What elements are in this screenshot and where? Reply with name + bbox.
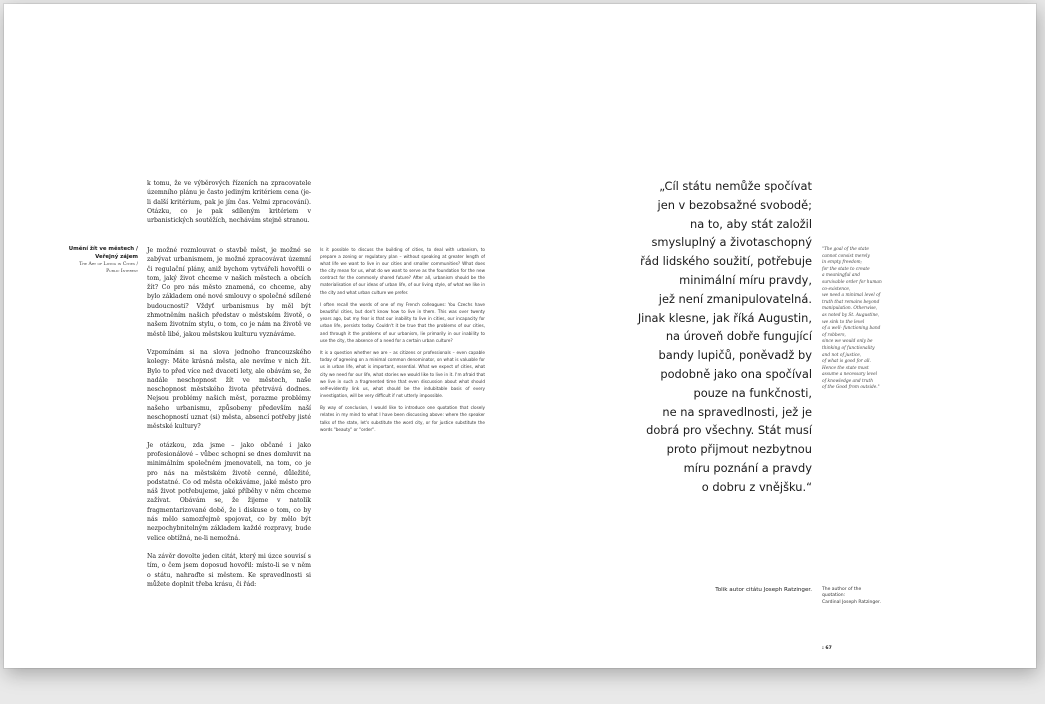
english-paragraph: By way of conclusion, I would like to introduce one quotation that closely relates in my mind to what I have been discussing above: where the speaker talks of the state, let's substitute the word city, or for justice substitute the words "beauty" or "order". <box>320 405 485 432</box>
section-title-en-2: Public Interest <box>106 268 138 274</box>
quote-en-line: since we would only be <box>822 339 873 345</box>
quotation-cz <box>594 177 812 497</box>
section-heading <box>56 246 138 275</box>
quote-line: jež není zmanipulovatelná. <box>658 291 812 306</box>
quote-en-line: a meaningful and <box>822 273 860 279</box>
author-attribution-en <box>822 587 922 606</box>
quote-line: pouze na funkčnosti, <box>693 385 812 400</box>
czech-paragraph: Vzpomínám si na slova jednoho francouzského kolegy: Máte krásná města, ale nevíme v nich žít. Bylo to před více než dvaceti lety, ale obávám se, že nadále neschopnost žít ve městech, naše neschopnost městského života přetrvává dodnes. Nejsou problémy našich měst, porazme problémy našeho urbanismu, způsobeny především naší neschopností uznat (si) města, absencí potřeby jisté městské kultury? <box>147 348 311 431</box>
quote-line: řád lidského soužití, potřebuje <box>640 254 812 269</box>
quote-line: smysluplný a životaschopný <box>651 235 812 250</box>
intro-text: k tomu, že ve výběrových řízeních na zpracovatele územního plánu je často jediným kritériem cena (je-li další kritérium, pak je jím čas. Velmi zpracování). Otázku, co je pak sdíleným kritériem v urbanistických soutěžích, nechávám stejně stranou. <box>147 180 311 225</box>
author-en-line: The author of the <box>822 587 862 592</box>
author-en-line: quotation: <box>822 593 846 599</box>
quote-line: jen v bezobsažné svobodě; <box>657 197 812 212</box>
english-paragraph: It is a question whether we are – as citizens or professionals – even capable today of agreeing on a minimal common denominator, on what is valuable for us in urban life, what is important, essential. What we expect of cities, what city we need for our life, what stories we would like to live in it. I'm afraid that we live in such a fragmented time that even discussion about what should self-evidently link us, what should be the indubitable basis of every investigation, will be very difficult if not utterly impossible. <box>320 350 485 398</box>
author-attribution-cz <box>644 587 812 593</box>
quote-en-line: of what is good for all. <box>822 359 871 365</box>
quote-en-line: survivable order for human <box>822 279 882 285</box>
english-column <box>320 246 485 438</box>
quote-en-line: cannot consist merely <box>822 253 870 259</box>
quote-line: minimální míru pravdy, <box>679 272 812 287</box>
quote-en-line: in empty freedom; <box>822 260 862 266</box>
quote-en-line: of robbers, <box>822 332 846 338</box>
section-title-en-1: The Art of Living in Cities / <box>79 262 138 267</box>
page-number-text: : 67 <box>822 646 832 651</box>
quote-en-line: thinking of functionality <box>822 345 875 351</box>
quote-en-line: assume a necessary level <box>822 372 877 378</box>
quote-line: bandy lupičů, poněvadž by <box>658 348 812 363</box>
czech-column <box>147 246 311 598</box>
intro-paragraph <box>147 179 311 234</box>
quote-en-line: for the state to create <box>822 266 870 272</box>
quote-en-line: as noted by St. Augustine, <box>822 312 880 318</box>
quote-en-line: of a well- functioning band <box>822 326 881 332</box>
section-title-cz-1: Umění žít ve městech / <box>68 246 138 252</box>
quote-en-line: we need a minimal level of <box>822 293 881 299</box>
czech-paragraph: Na závěr dovolte jeden citát, který mi úzce souvisí s tím, o čem jsem doposud hovořil: místo-li se v něm o státu, nahraďte si městem. Ke spravedlnosti si můžete doplnit třeba krásu, či řád: <box>147 552 311 588</box>
quote-line: o dobru z vnějšku.“ <box>701 479 812 494</box>
author-cz-text: Tolik autor citátu Joseph Ratzinger. <box>715 587 812 593</box>
quote-line: podobně jako ona spočíval <box>660 366 812 381</box>
quote-line: ne na spravedlnosti, jež je <box>662 404 812 419</box>
quote-line: na to, aby stát založil <box>690 216 812 231</box>
quote-en-line: of knowledge and truth <box>822 378 873 384</box>
english-paragraph: Is it possible to discuss the building of cities, to deal with urbanism, to prepare a zoning or regulatory plan – without speaking at greater length of what life we want to live in our cities and smaller communities? What does the city mean for us, what do we want to serve as the foundation for the new contract for the commonly shared future? After all, urbanism should be the materialisation of our ideas of urban life, of our living style, of what we like in the city and what urban culture we prefer. <box>320 247 485 295</box>
czech-paragraph: Je otázkou, zda jsme – jako občané i jako profesionálové – vůbec schopni se dnes domluvit na minimálním společném jmenovateli, na tom, co je pro nás na městském životě cenné, důležité, podstatné. Co od města očekáváme, jaké město pro náš život potřebujeme, jaké příběhy v něm chceme zažívat. Obávám se, že žijeme v natolik fragmentarizované době, že i diskuse o tom, co by nás mělo samozřejmě spojovat, co by mělo být nezpochybnitelným základem každé rozpravy, bude velice obtížná, ne-li nemožná. <box>147 441 311 542</box>
quote-line: dobrá pro všechny. Stát musí <box>646 423 812 438</box>
quote-en-line: manipulation. Otherwise, <box>822 306 878 312</box>
quote-en-line: and not of justice, <box>822 352 862 358</box>
quote-en-line: "The goal of the state <box>822 247 869 252</box>
quote-en-line: of the Good from outside." <box>822 385 880 391</box>
quote-line: „Cíl státu nemůže spočívat <box>659 179 812 193</box>
quote-en-line: truth that remains beyond <box>822 299 880 305</box>
quote-line: proto přijmout nezbytnou <box>666 442 812 457</box>
quote-line: míru poznání a pravdy <box>683 460 812 475</box>
author-en-line: Cardinal Joseph Ratzinger. <box>822 599 881 605</box>
quotation-en <box>822 247 912 392</box>
book-spread <box>4 4 1036 668</box>
quote-en-line: Hence the state must <box>822 365 869 371</box>
quote-en-line: we sink to the level <box>822 319 865 325</box>
quote-line: na úroveň dobře fungující <box>665 329 812 344</box>
english-paragraph: I often recall the words of one of my French colleagues: You Czechs have beautiful cities, but don't know how to live in them. This was over twenty years ago, but my fear is that our inability to live in cities, our incapacity for urban life, persists today. Couldn't it be true that the problems of our cities, and through it the problems of our urbanism, lie primarily in our inability to use the city, the absence of a need for a certain urban culture? <box>320 302 485 343</box>
quote-line: Jinak klesne, jak říká Augustin, <box>637 310 812 325</box>
section-title-cz-2: Veřejný zájem <box>95 253 138 260</box>
quote-en-line: co-existence, <box>822 286 851 292</box>
page-number <box>822 646 832 651</box>
czech-paragraph: Je možné rozmlouvat o stavbě měst, je možné se zabývat urbanismem, je možné zpracovávat územní či regulační plány, aniž bychom vytvářeli hovořili o tom, jaký život chceme v našich městech a obcích žít? Co pro nás město znamená, co chceme, aby bylo základem oné nové smlouvy o společné sdílené budoucnosti? Vždyť urbanismus by měl být zhmotněním našich představ o městském životě, o našem životním stylu, o tom, co je nám na životě ve městě libé, jakou městskou kulturu vyznáváme. <box>147 247 311 338</box>
